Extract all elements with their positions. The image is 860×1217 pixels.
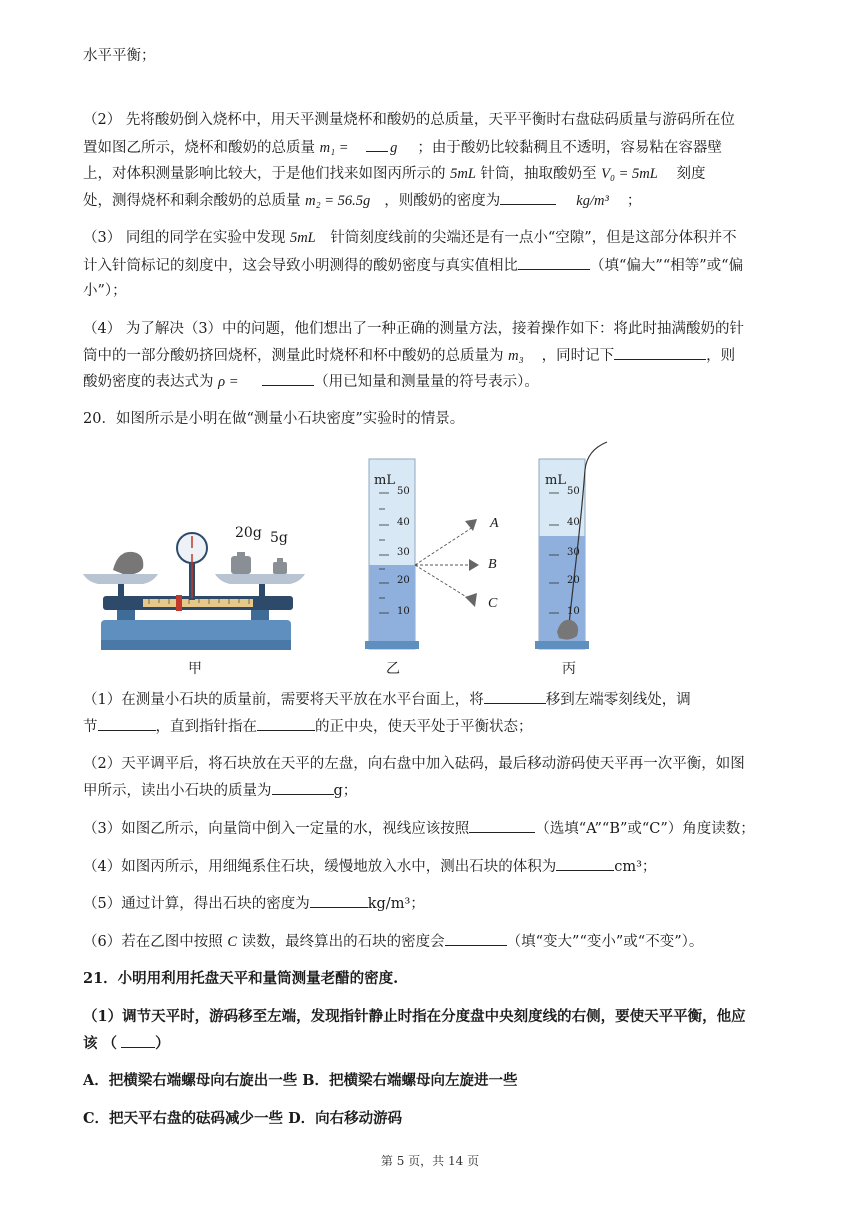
- text: 针筒刻度线前的尖端还是有一点小“空隙”，但是这部分体积并不: [325, 230, 737, 246]
- text: （6）若在乙图中按照: [83, 934, 228, 950]
- caption-jia: 甲: [188, 661, 202, 677]
- q20-s4: [83, 856, 656, 877]
- m1-symbol: m₁ =: [319, 140, 353, 156]
- text: 刻度: [671, 166, 706, 182]
- q19-s2-line-a: （2） 先将酸奶倒入烧杯中，用天平测量烧杯和酸奶的总质量，天平平衡时右盘砝码质量与游码所在位: [83, 112, 735, 128]
- q20-s1-line-b: [83, 716, 533, 737]
- answer-blank: [518, 255, 590, 270]
- text: 移到左端零刻线处，调: [545, 692, 691, 708]
- eye-label-b: B: [488, 557, 497, 572]
- text: ，同时记下: [541, 348, 615, 364]
- answer-blank: [121, 1033, 155, 1048]
- text: （填“变大”“变小”或“不变”）。: [506, 934, 704, 950]
- text: ）: [155, 1035, 170, 1052]
- text: 置如图乙所示，烧杯和酸奶的总质量: [83, 140, 320, 156]
- rho-symbol: ρ =: [218, 374, 243, 390]
- text: （3）如图乙所示，向量筒中倒入一定量的水，视线应该按照: [83, 821, 470, 837]
- text: ，则: [706, 348, 736, 364]
- answer-blank: [556, 856, 614, 871]
- text: 针筒，抽取酸奶至: [475, 166, 602, 182]
- answer-blank: [98, 716, 156, 731]
- yi-ml: mL: [374, 473, 395, 488]
- q19-s4-line-a: （4） 为了解决（3）中的问题，他们想出了一种正确的测量方法，接着操作如下：将此时抽满酸奶的针: [83, 321, 745, 337]
- q21-options-cd: C．把天平右盘的砝码减少一些 D．向右移动游码: [83, 1110, 403, 1127]
- q21-s1-line-b: [83, 1033, 170, 1054]
- letter-c: C: [227, 934, 238, 950]
- q21-title: 21．小明用利用托盘天平和量筒测量老醋的密度.: [83, 970, 399, 987]
- q20-s2-line-b: [83, 780, 357, 801]
- bing-tick-20: 20: [567, 575, 580, 586]
- answer-blank: [262, 371, 314, 386]
- eye-label-a: A: [490, 516, 499, 531]
- q20-s1-line-a: [83, 689, 691, 710]
- volume-5ml: 5mL: [450, 166, 476, 182]
- eye-label-c: C: [488, 596, 498, 611]
- text: （4）如图丙所示，用细绳系住石块，缓慢地放入水中，测出石块的体积为: [83, 859, 557, 875]
- q20-title: 20．如图所示是小明在做“测量小石块密度”实验时的情景。: [83, 411, 465, 427]
- text: （用已知量和测量量的符号表示）。: [314, 374, 539, 390]
- text: 的正中央，使天平处于平衡状态；: [315, 719, 533, 735]
- caption-bing: 丙: [562, 661, 576, 677]
- text: ；: [626, 193, 642, 209]
- answer-blank: [484, 689, 546, 704]
- text: 读数，最终算出的石块的密度会: [237, 934, 445, 950]
- q21-options-ab: A．把横梁右端螺母向右旋出一些 B．把横梁右端螺母向左旋进一些: [83, 1072, 518, 1089]
- q19-s3-line-b: [83, 255, 743, 276]
- caption-yi: 乙: [386, 661, 400, 677]
- q19-s2-line-c: [83, 164, 705, 184]
- text: （3） 同组的同学在实验中发现: [83, 230, 290, 246]
- answer-blank: [272, 780, 334, 795]
- q19-s3-line-c: 小”）；: [83, 283, 127, 299]
- text: kg/m³；: [367, 896, 425, 912]
- answer-blank: [445, 931, 507, 946]
- unit-kgm3: kg/m³: [576, 193, 609, 209]
- page-footer: 第 5 页，共 14 页: [380, 1154, 480, 1168]
- text: 酸奶密度的表达式为: [83, 374, 219, 390]
- q21-s1-line-a: （1）调节天平时，游码移至左端，发现指针静止时指在分度盘中央刻度线的右侧，要使天平平衡，他应: [83, 1008, 746, 1025]
- answer-blank: [257, 716, 315, 731]
- text: （5）通过计算，得出石块的密度为: [83, 896, 310, 912]
- text: 处，测得烧杯和剩余酸奶的总质量: [83, 193, 306, 209]
- text: 该 （: [83, 1035, 118, 1052]
- answer-blank: [500, 190, 556, 205]
- q19-s4-line-b: [83, 345, 735, 366]
- q20-s3: [83, 818, 755, 839]
- v0-symbol: V₀ = 5mL: [601, 166, 658, 182]
- yi-tick-40: 40: [397, 517, 410, 528]
- q19-s2-line-b: [83, 137, 722, 158]
- q20-s2-line-a: （2）天平调平后，将石块放在天平的左盘，向右盘中加入砝码，最后移动游码使天平再一次平衡，如图: [83, 756, 745, 772]
- text: （选填“A”“B”或“C”）角度读数；: [535, 821, 755, 837]
- text: （1）在测量小石块的质量前，需要将天平放在水平台面上，将: [83, 692, 484, 708]
- text: 计入针筒标记的刻度中，这会导致小明测得的酸奶密度与真实值相比: [83, 258, 518, 274]
- q19-line-0: 水平平衡；: [83, 48, 156, 64]
- q20-s6: [83, 931, 703, 952]
- yi-tick-20: 20: [397, 575, 410, 586]
- yi-tick-50: 50: [397, 486, 410, 497]
- label-20g: 20g: [235, 525, 262, 541]
- bing-tick-50: 50: [567, 486, 580, 497]
- text: ；由于酸奶比较黏稠且不透明，容易粘在容器壁: [417, 140, 722, 156]
- q20-s5: [83, 893, 425, 914]
- m3-symbol: m₃: [508, 348, 524, 364]
- answer-blank: [366, 137, 388, 152]
- label-5g: 5g: [270, 530, 288, 546]
- q19-s2-line-d: [83, 190, 641, 211]
- bing-tick-40: 40: [567, 517, 580, 528]
- text: ，直到指针指在: [155, 719, 257, 735]
- q19-s4-line-c: [83, 371, 539, 392]
- answer-blank: [614, 345, 706, 360]
- text: 上，对体积测量影响比较大，于是他们找来如图丙所示的: [83, 166, 451, 182]
- text: 甲所示，读出小石块的质量为: [83, 783, 272, 799]
- yi-tick-30: 30: [397, 547, 410, 558]
- yi-tick-10: 10: [397, 606, 410, 617]
- text: ，则酸奶的密度为: [384, 193, 501, 209]
- bing-ml: mL: [545, 473, 566, 488]
- m2-symbol: m₂ = 56.5g: [305, 193, 371, 209]
- text: cm³；: [614, 859, 657, 875]
- bing-tick-10: 10: [567, 606, 580, 617]
- text: 筒中的一部分酸奶挤回烧杯，测量此时烧杯和杯中酸奶的总质量为: [83, 348, 509, 364]
- q19-s3-line-a: [83, 228, 737, 248]
- text: （填“偏大”“相等”或“偏: [590, 258, 744, 274]
- text: g；: [333, 783, 358, 799]
- answer-blank: [310, 893, 368, 908]
- answer-blank: [469, 818, 535, 833]
- text: 节: [83, 719, 98, 735]
- bing-tick-30: 30: [567, 547, 580, 558]
- volume-5ml: 5mL: [289, 230, 316, 246]
- unit-g: g: [390, 140, 398, 156]
